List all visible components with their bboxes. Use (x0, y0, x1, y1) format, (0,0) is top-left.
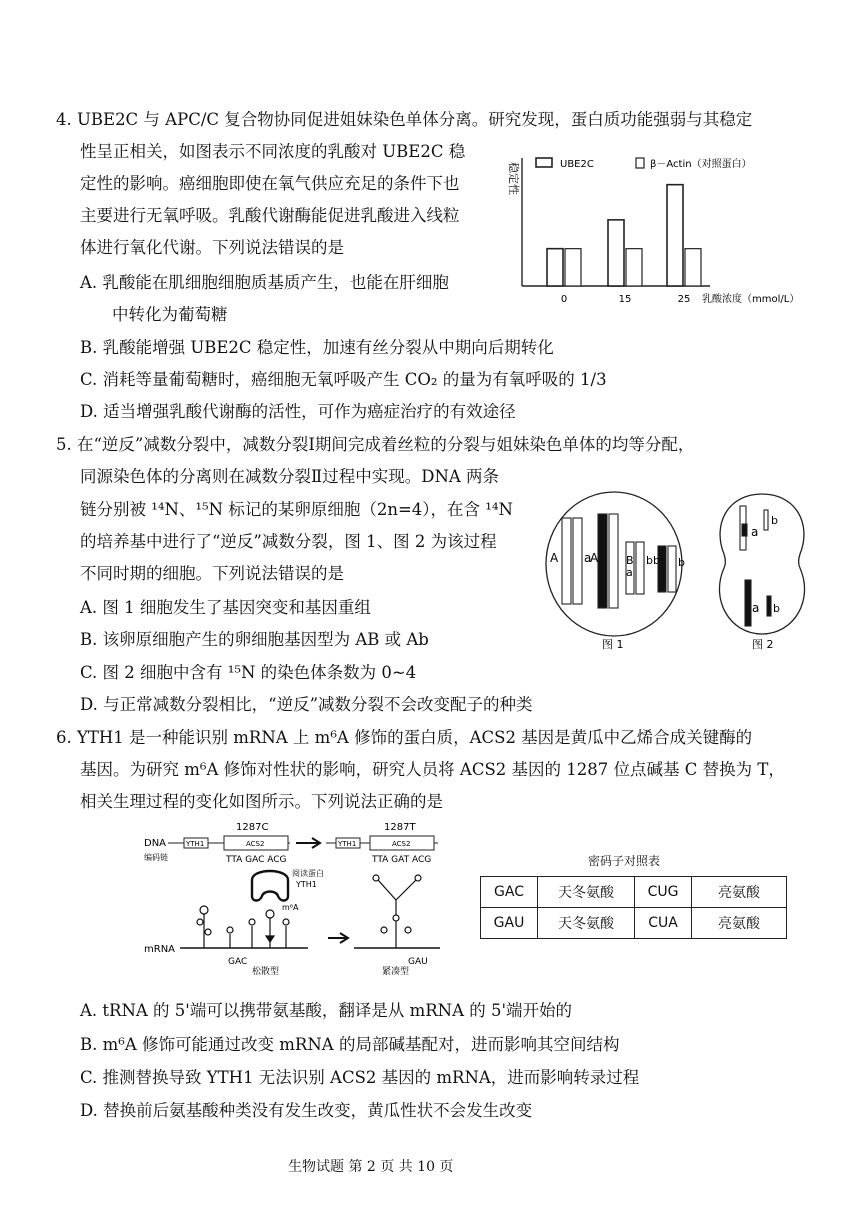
q5-line2: 同源染色体的分离则在减数分裂Ⅱ过程中实现。DNA 两条 (80, 467, 500, 486)
q6-option-c: C. 推测替换导致 YTH1 无法识别 ACS2 基因的 mRNA，进而影响转录过程 (80, 1068, 640, 1087)
label-B-1: B (626, 554, 634, 567)
legend-actin: β－Actin（对照蛋白） (650, 159, 752, 170)
q5-option-c: C. 图 2 细胞中含有 ¹⁵N 的染色体条数为 0~4 (80, 663, 417, 682)
reader-label: 阅读蛋白 (292, 869, 324, 878)
loose-hairpins (197, 906, 289, 948)
legend-ube2c: UBE2C (560, 159, 594, 170)
q6-option-b: B. m⁶A 修饰可能通过改变 mRNA 的局部碱基配对，进而影响其空间结构 (80, 1035, 620, 1054)
tick-0: 0 (560, 294, 568, 305)
codon-table-title: 密码子对照表 (588, 854, 661, 868)
page-footer: 生物试题 第 2 页 共 10 页 (288, 1159, 454, 1175)
loose-label: 松散型 (252, 967, 280, 976)
coding-strand-label: 编码链 (144, 853, 168, 862)
q5-option-a: A. 图 1 细胞发生了基因突变和基因重组 (80, 598, 371, 617)
acs2-box-1: ACS2 (246, 840, 265, 848)
dna-label: DNA (144, 838, 167, 849)
q6-line1: 6. YTH1 是一种能识别 mRNA 上 m⁶A 修饰的蛋白质，ACS2 基因是黄瓜中乙烯合成关键酶的 (56, 728, 753, 747)
meiosis-figure (540, 484, 830, 654)
seq-after: TTA GAT ACG (372, 855, 432, 865)
bar-actin-15 (626, 249, 642, 286)
arrow-icon-2 (328, 933, 348, 943)
q4-line3: 定性的影响。癌细胞即使在氧气供应充足的条件下也 (80, 174, 460, 193)
label-b-2: b (653, 554, 660, 567)
tick-15: 15 (618, 294, 632, 305)
yth1-label: YTH1 (296, 880, 317, 889)
q4-option-a-cont: 中转化为葡萄糖 (112, 305, 228, 324)
label-A-2: A (590, 551, 599, 565)
q6-option-d: D. 替换前后氨基酸种类没有发生改变，黄瓜性状不会发生改变 (80, 1101, 533, 1120)
compact-label: 紧凑型 (382, 967, 410, 976)
chart-xlabel: 乳酸浓度（mmol/L） (702, 294, 800, 305)
table-cell: 天冬氨酸 (538, 908, 635, 939)
table-cell: CUG (635, 877, 692, 908)
q5-line5: 不同时期的细胞。下列说法错误的是 (80, 564, 344, 583)
m6a-diagram (140, 818, 470, 976)
table-row (481, 877, 787, 908)
table-cell: GAC (481, 877, 538, 908)
q6-option-a: A. tRNA 的 5'端可以携带氨基酸，翻译是从 mRNA 的 5'端开始的 (80, 1001, 573, 1020)
yth1-box-2: YTH1 (338, 840, 357, 848)
q4-line5: 体进行氧化代谢。下列说法错误的是 (80, 238, 344, 257)
legend-swatch-ube2c (536, 158, 552, 167)
q4-line4: 主要进行无氧呼吸。乳酸代谢酶能促进乳酸进入线粒 (80, 206, 460, 225)
arrow-icon (296, 838, 320, 848)
bar-actin-0 (565, 249, 581, 286)
fig2-caption: 图 2 (752, 638, 774, 651)
fig1-caption: 图 1 (602, 638, 624, 651)
stability-bar-chart (500, 148, 820, 308)
label-A-1: A (550, 551, 559, 565)
m6a-label: m⁶A (282, 903, 299, 912)
table-cell: 亮氨酸 (692, 877, 787, 908)
gau-label: GAU (408, 957, 428, 967)
q5-line3: 链分别被 ¹⁴N、¹⁵N 标记的某卵原细胞（2n=4），在含 ¹⁴N (80, 500, 513, 519)
bar-ube2c-15 (608, 220, 624, 286)
q4-line1: 4. UBE2C 与 APC/C 复合物协同促进姐妹染色单体分离。研究发现，蛋白质功能强弱与其稳定 (56, 110, 753, 129)
bar-ube2c-0 (547, 249, 563, 286)
q4-line2: 性呈正相关，如图表示不同浓度的乳酸对 UBE2C 稳 (80, 142, 466, 161)
yth1-box-1: YTH1 (186, 840, 205, 848)
label-a-4: a (752, 601, 760, 615)
table-cell: 天冬氨酸 (538, 877, 635, 908)
bar-actin-25 (685, 249, 701, 286)
table-cell: 亮氨酸 (692, 908, 787, 939)
q4-option-b: B. 乳酸能增强 UBE2C 稳定性，加速有丝分裂从中期向后期转化 (80, 338, 554, 357)
bar-ube2c-25 (667, 185, 683, 286)
q5-option-d: D. 与正常减数分裂相比，“逆反”减数分裂不会改变配子的种类 (80, 695, 533, 714)
q5-option-b: B. 该卵原细胞产生的卵细胞基因型为 AB 或 Ab (80, 630, 429, 649)
q4-option-a: A. 乳酸能在肌细胞细胞质基质产生，也能在肝细胞 (80, 273, 449, 292)
label-a-3: a (751, 525, 759, 539)
label-1287t: 1287T (384, 822, 416, 833)
label-b-1: b (646, 554, 653, 567)
label-b-3: b (678, 556, 685, 569)
q5-line4: 的培养基中进行了“逆反”减数分裂，图 1、图 2 为该过程 (80, 532, 497, 551)
q4-option-c: C. 消耗等量葡萄糖时，癌细胞无氧呼吸产生 CO₂ 的量为有氧呼吸的 1/3 (80, 370, 607, 389)
legend-swatch-actin (636, 158, 644, 168)
fig2-cell (719, 494, 804, 634)
chart-ylabel: 稳定性 (507, 162, 520, 195)
label-1287c: 1287C (236, 822, 269, 833)
seq-before: TTA GAC ACG (226, 855, 287, 865)
tick-25: 25 (677, 294, 691, 305)
label-b-4: b (771, 514, 778, 527)
label-b-5: b (773, 602, 780, 615)
compact-structure (373, 875, 421, 948)
codon-table (480, 876, 787, 939)
q6-line3: 相关生理过程的变化如图所示。下列说法正确的是 (80, 792, 443, 811)
mrna-label: mRNA (144, 944, 176, 955)
reader-protein-icon (252, 871, 288, 901)
q6-line2: 基因。为研究 m⁶A 修饰对性状的影响，研究人员将 ACS2 基因的 1287 位点碱基 C 替换为 T， (80, 760, 785, 779)
table-row (481, 908, 787, 939)
table-cell: GAU (481, 908, 538, 939)
gac-label: GAC (228, 957, 248, 967)
q5-line1: 5. 在“逆反”减数分裂中，减数分裂Ⅰ期间完成着丝粒的分裂与姐妹染色单体的均等分配， (56, 435, 695, 454)
label-a-2: a (626, 566, 633, 579)
acs2-box-2: ACS2 (392, 840, 411, 848)
label-a-1: a (584, 551, 592, 565)
table-cell: CUA (635, 908, 692, 939)
q4-option-d: D. 适当增强乳酸代谢酶的活性，可作为癌症治疗的有效途径 (80, 402, 516, 421)
